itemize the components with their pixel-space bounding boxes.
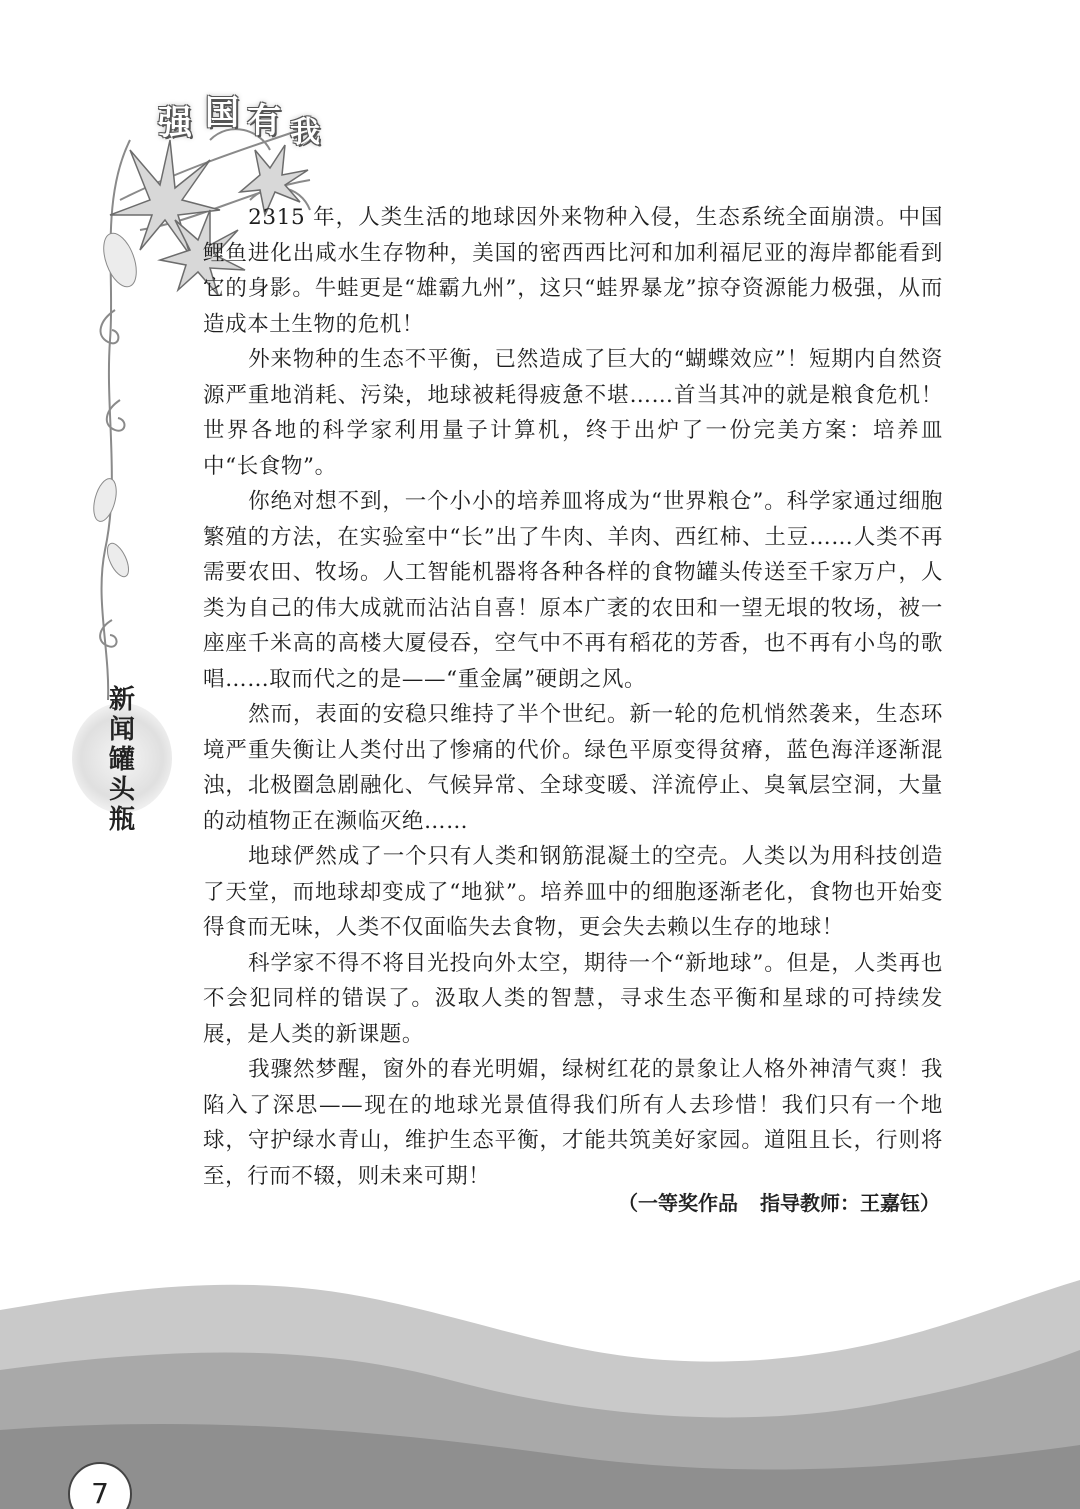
column-label-char: 新 <box>108 685 135 715</box>
page-number: 7 <box>68 1462 132 1509</box>
article-paragraph: 科学家不得不将目光投向外太空，期待一个“新地球”。但是，人类再也不会犯同样的错误了。汲取人类的智慧，寻求生态平衡和星球的可持续发展，是人类的新课题。 <box>203 950 943 1047</box>
title-char: 国 <box>205 93 239 133</box>
column-label-char: 罐 <box>108 745 135 775</box>
article-body <box>203 200 943 1194</box>
article-paragraph: 我骤然梦醒，窗外的春光明媚，绿树红花的景象让人格外神清气爽！我陷入了深思——现在的地球光景值得我们所有人去珍惜！我们只有一个地球，守护绿水青山，维护生态平衡，才能共筑美好家园。道阻且长，行则将至，行而不辍，则未来可期！ <box>203 1057 943 1189</box>
column-label-char: 瓶 <box>108 805 135 835</box>
article-paragraph: 2315 年，人类生活的地球因外来物种入侵，生态系统全面崩溃。中国鲤鱼进化出咸水生存物种，美国的密西西比河和加利福尼亚的海岸都能看到它的身影。牛蛙更是“雄霸九州”，这只“蛙界暴龙”掠夺资源能力极强，从而造成本土生物的危机！ <box>203 205 943 337</box>
article-paragraph: 地球俨然成了一个只有人类和钢筋混凝土的空壳。人类以为用科技创造了天堂，而地球却变成了“地狱”。培养皿中的细胞逐渐老化，食物也开始变得食而无味，人类不仅面临失去食物，更会失去赖以生存的地球！ <box>203 844 943 940</box>
article-paragraph: 你绝对想不到，一个小小的培养皿将成为“世界粮仓”。科学家通过细胞繁殖的方法，在实验室中“长”出了牛肉、羊肉、西红柿、土豆……人类不再需要农田、牧场。人工智能机器将各种各样的食物罐头传送至千家万户，人类为自己的伟大成就而沾沾自喜！原本广袤的农田和一望无垠的牧场，被一座座千米高的高楼大厦侵吞，空气中不再有稻花的芳香，也不再有小鸟的歌唱……取而代之的是——“重金属”硬朗之风。 <box>203 489 943 692</box>
title-char: 强 <box>158 103 192 143</box>
title-char: 我 <box>290 115 320 150</box>
article-paragraph: 外来物种的生态不平衡，已然造成了巨大的“蝴蝶效应”！短期内自然资源严重地消耗、污染，地球被耗得疲惫不堪……首当其冲的就是粮食危机！世界各地的科学家利用量子计算机，终于出炉了一份完美方案：培养皿中“长食物”。 <box>203 347 943 479</box>
section-title <box>150 85 370 165</box>
column-label-char: 头 <box>108 775 135 805</box>
bottom-wave-decoration <box>0 1230 1080 1509</box>
title-char: 有 <box>247 101 281 141</box>
article-paragraph: 然而，表面的安稳只维持了半个世纪。新一轮的危机悄然袭来，生态环境严重失衡让人类付出了惨痛的代价。绿色平原变得贫瘠，蓝色海洋逐渐混浊，北极圈急剧融化、气候异常、全球变暖、洋流停止、臭氧层空洞，大量的动植物正在濒临灭绝…… <box>203 702 943 834</box>
award-credit <box>560 1187 940 1216</box>
award-label: （一等奖作品 <box>618 1191 738 1215</box>
column-label-char: 闻 <box>108 715 135 745</box>
teacher-label: 指导教师：王嘉钰） <box>760 1191 940 1215</box>
column-label-badge <box>72 685 162 845</box>
